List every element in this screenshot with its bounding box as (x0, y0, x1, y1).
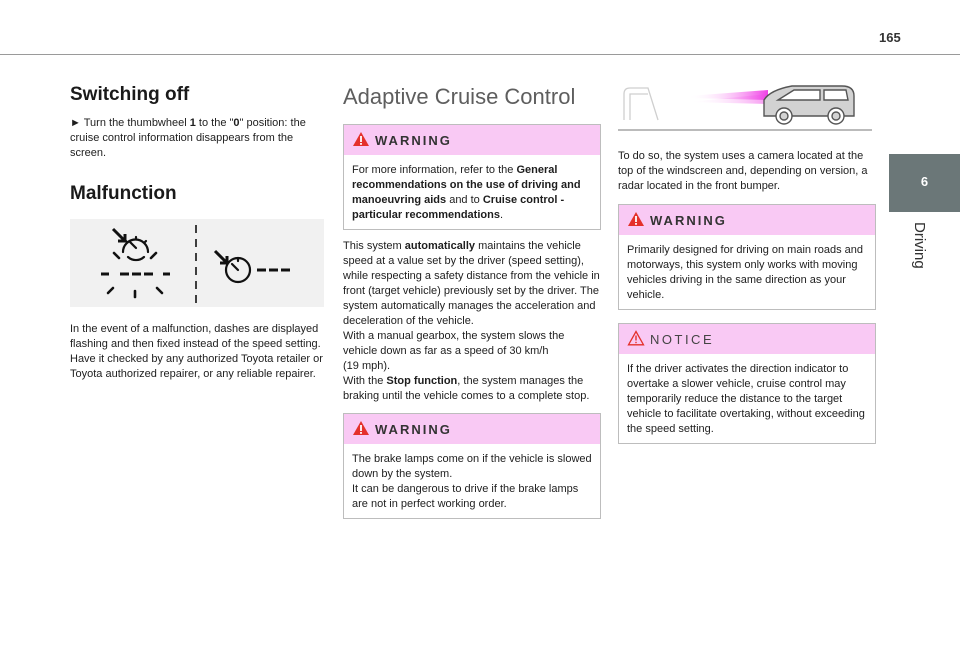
notice-box-label: NOTICE (650, 332, 715, 347)
speedometer-dashes-illustration (70, 219, 324, 307)
warning-box-1-label: WARNING (375, 133, 452, 148)
arrow-icon-left (113, 229, 125, 241)
warning-box-3-label: WARNING (650, 213, 727, 228)
malfunction-text-1: In the event of a malfunction, dashes are displayed flashing and then fixed instead of the speed setting. (70, 323, 321, 350)
warning-triangle-icon (352, 131, 370, 147)
malfunction-illustration (70, 219, 324, 307)
header-rule (0, 54, 960, 55)
speedometer-icon-left (123, 237, 148, 260)
warning-box-1-header (344, 125, 600, 155)
middle-column (343, 80, 601, 519)
car-camera-illustration (618, 80, 872, 134)
warning-triangle-icon (627, 211, 645, 227)
acc-manual-gearbox: With a manual gearbox, the system slows the vehicle down as far as a speed of 30 km/h (343, 330, 565, 357)
warning-triangle-icon (352, 420, 370, 436)
acc-stop-function: With the Stop function, the system manages the braking until the vehicle comes to a complete stop. (343, 375, 590, 402)
arrow-icon-right (215, 251, 227, 263)
chapter-label (911, 222, 938, 282)
target-vehicle-outline (624, 88, 658, 120)
page-number: 165 (879, 30, 901, 45)
switching-off-heading: Switching off (70, 84, 190, 105)
own-car (764, 86, 854, 124)
warning-box-3-header (619, 205, 875, 235)
warning-box-2-text: The brake lamps come on if the vehicle is slowed down by the system. It can be dangerous to drive if the brake lamps are not in perfect working order. (352, 453, 592, 510)
chapter-number: 6 (920, 174, 929, 189)
acc-description: This system automatically maintains the vehicle speed at a value set by the driver (speed setting), while respecting a safety distance from the vehicle in front (target vehicle) previously set by the driver. The system automatically manages the acceleration and deceleration of the vehicle. (343, 240, 600, 327)
warning-box-2 (343, 413, 601, 519)
warning-box-1-text: For more information, refer to the General recommendations on the use of driving and manoeuvring aids and to Cruise control - particular recommendations. (352, 164, 581, 221)
right-column (618, 80, 876, 444)
warning-box-3-text: Primarily designed for driving on main roads and motorways, this system only works with moving vehicles driving in the same direction as your vehicle. (627, 244, 864, 301)
car-with-radar-icon (618, 80, 872, 134)
acc-mph: (19 mph). (343, 360, 391, 372)
left-column (70, 80, 326, 382)
chapter-tab (889, 154, 960, 212)
speedometer-icon-right (226, 258, 250, 282)
warning-box-1 (343, 124, 601, 230)
notice-box-text: If the driver activates the direction indicator to overtake a slower vehicle, cruise control may temporarily reduce the distance to the target vehicle to facilitate overtaking, without exceeding the speed setting. (627, 363, 865, 435)
malfunction-heading: Malfunction (70, 183, 177, 204)
chapter-label-text: Driving (911, 222, 928, 269)
switching-off-text: ► Turn the thumbwheel 1 to the "0" position: the cruise control information disappears from the screen. (70, 117, 306, 159)
warning-box-3 (618, 204, 876, 310)
adaptive-cruise-heading: Adaptive Cruise Control (343, 84, 576, 109)
warning-box-2-label: WARNING (375, 422, 452, 437)
malfunction-text-2: Have it checked by any authorized Toyota retailer or Toyota authorized repairer, or any reliable repairer. (70, 353, 323, 380)
notice-box (618, 323, 876, 444)
notice-box-header (619, 324, 875, 354)
notice-triangle-icon (627, 330, 645, 346)
warning-box-2-header (344, 414, 600, 444)
system-sensors-text: To do so, the system uses a camera located at the top of the windscreen and, depending on version, a radar located in the front bumper. (618, 150, 868, 192)
